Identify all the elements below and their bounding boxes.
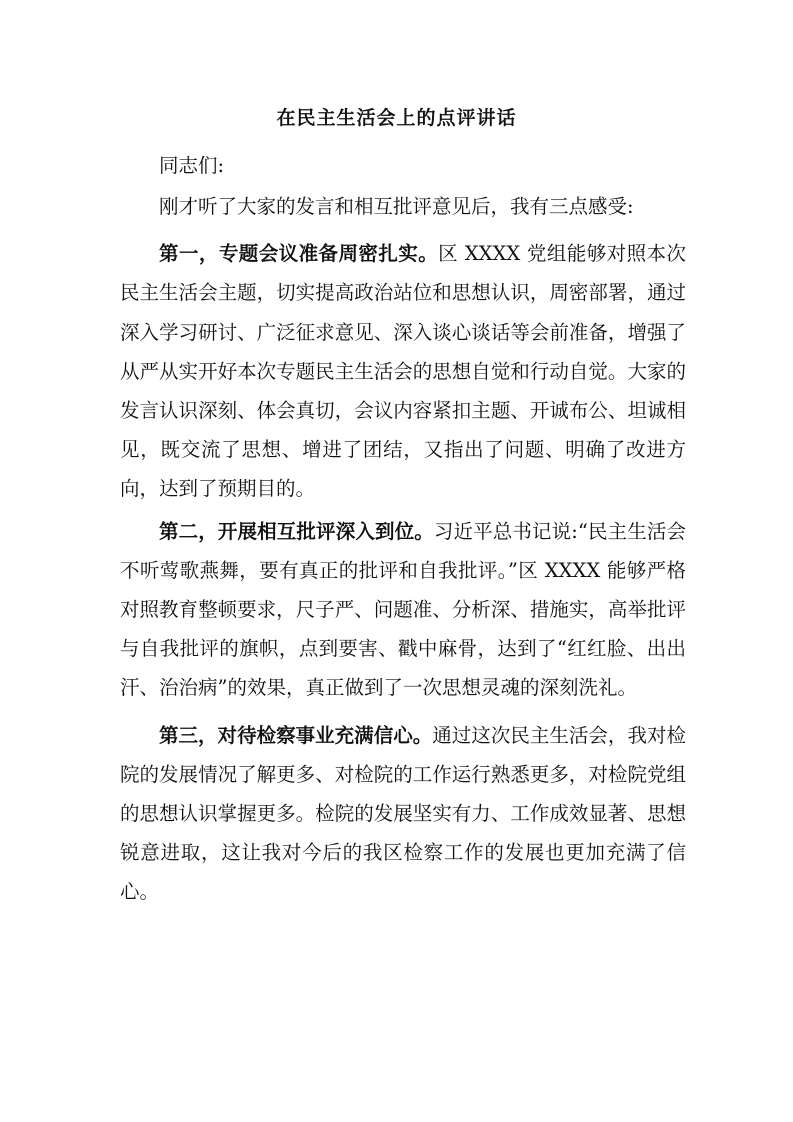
salutation: 同志们: [159,154,225,177]
section-body-2: 习近平总书记说:“民主生活会不听莺歌燕舞，要有真正的批评和自我批评。”区 XXXX 能够严格对照教育整顿要求，尺子严、问题准、分析深、措施实，高举批评与自我批评的旗帜，点到要害、戳中麻骨，达到了“红红脸、出出汗、治治病”的效果，真正做到了一次思想灵魂的深刻洗礼。 [120,519,686,700]
section-paragraph-1 [120,234,686,508]
section-lead-2: 第二，开展相互批评深入到位。 [159,519,434,543]
section-body-3: 通过这次民主生活会，我对检院的发展情况了解更多、对检院的工作运行熟悉更多，对检院党组的思想认识掌握更多。检院的发展坚实有力、工作成效显著、思想锐意进取，这让我对今后的我区检察工作的发展也更加充满了信心。 [120,723,686,904]
section-lead-1: 第一，专题会议准备周密扎实。 [159,242,439,266]
section-body-1: 区 XXXX 党组能够对照本次民主生活会主题，切实提高政治站位和思想认识，周密部署，通过深入学习研讨、广泛征求意见、深入谈心谈话等会前准备，增强了从严从实开好本次专题民主生活会的思想自觉和行动自觉。大家的发言认识深刻、体会真切，会议内容紧扣主题、开诚布公、坦诚相见，既交流了思想、增进了团结，又指出了问题、明确了改进方向，达到了预期目的。 [120,242,686,501]
section-paragraph-2 [120,512,686,708]
section-paragraph-3 [120,716,686,912]
document-title: 在民主生活会上的点评讲话 [276,107,517,129]
intro-paragraph: 刚才听了大家的发言和相互批评意见后，我有三点感受: [159,195,634,218]
section-lead-3: 第三，对待检察事业充满信心。 [159,723,433,747]
document-body [120,146,686,912]
